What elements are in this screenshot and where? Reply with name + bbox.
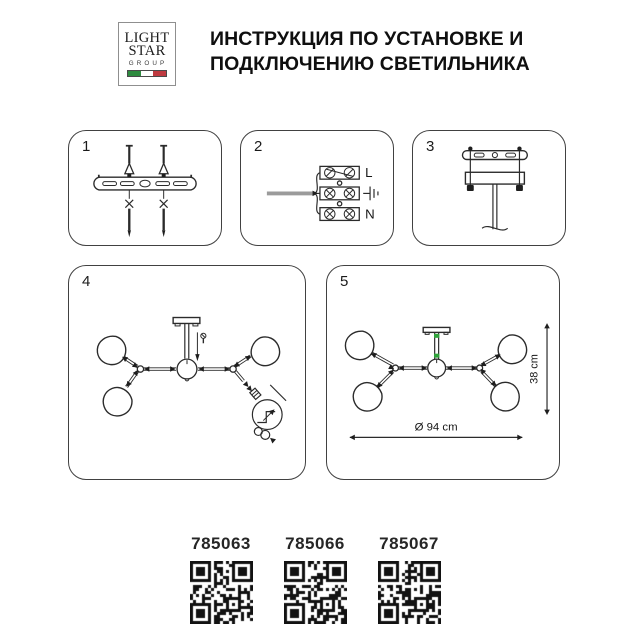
leader-line	[270, 385, 286, 401]
page-title	[210, 27, 530, 76]
ceiling-plate	[173, 318, 200, 326]
step-panel-1	[68, 130, 222, 246]
terminal-label-neutral: N	[365, 206, 375, 222]
break-line	[482, 227, 508, 230]
ceiling-plate	[423, 327, 450, 334]
stem-rod	[434, 332, 439, 359]
height-dimension	[529, 323, 550, 415]
flag-stripe-white	[141, 71, 154, 76]
step-number: 3	[426, 138, 435, 155]
screw-down-icon	[125, 190, 167, 237]
stem-accent	[434, 354, 439, 358]
insert-arrow	[195, 332, 199, 361]
bulb-icon	[254, 427, 276, 443]
qr-code	[284, 561, 347, 624]
product-variant	[188, 534, 254, 624]
terminal-block	[320, 166, 359, 220]
detail-circle	[252, 400, 282, 430]
product-code: 785066	[285, 534, 345, 553]
italian-flag-icon	[127, 70, 167, 77]
step-number: 4	[82, 273, 91, 290]
stem-accent	[434, 334, 439, 338]
flag-stripe-red	[153, 71, 166, 76]
lightstar-logo	[118, 22, 176, 86]
step2-drawing-terminal-wiring	[241, 131, 393, 245]
step4-drawing-chandelier-assembly	[69, 266, 305, 479]
central-hub	[177, 359, 197, 381]
mounting-bar	[94, 175, 196, 190]
qr-code	[378, 561, 441, 624]
step-panel-4	[68, 265, 306, 480]
title-line-2: ПОДКЛЮЧЕНИЮ СВЕТИЛЬНИКА	[210, 52, 530, 75]
logo-light-text: LIGHT	[124, 29, 170, 46]
height-dimension-label: 38 cm	[528, 354, 541, 384]
title-line-1: ИНСТРУКЦИЯ ПО УСТАНОВКЕ И	[210, 28, 524, 50]
step-number: 2	[254, 138, 263, 155]
central-hub	[428, 359, 446, 379]
step3-drawing-canopy-mounting	[413, 131, 565, 245]
step-panel-3	[412, 130, 566, 246]
step-panel-5	[326, 265, 560, 480]
down-rod	[482, 184, 508, 230]
flag-stripe-green	[128, 71, 141, 76]
step1-drawing-mounting-bracket	[69, 131, 221, 245]
screw-icon	[201, 333, 206, 343]
step5-drawing-assembled-dimensions	[327, 266, 559, 479]
qr-code	[190, 561, 253, 624]
terminal-label-live: L	[365, 165, 373, 181]
product-variant	[282, 534, 348, 624]
product-code: 785063	[191, 534, 251, 553]
supply-wire	[267, 173, 320, 214]
step-panel-2	[240, 130, 394, 246]
mounting-bar	[462, 147, 527, 160]
product-variant	[376, 534, 442, 624]
product-variants	[0, 534, 630, 624]
diameter-dimension-label: Ø 94 cm	[414, 421, 458, 434]
step-number: 5	[340, 273, 349, 290]
logo-group-text: GROUP	[128, 59, 168, 67]
stem-rod	[185, 323, 189, 358]
screw-anchor-up-icon	[125, 146, 168, 177]
product-code: 785067	[379, 534, 439, 553]
diameter-dimension	[349, 421, 522, 440]
ceiling-canopy	[465, 172, 524, 184]
logo-star-text: STAR	[128, 42, 166, 59]
earth-ground-icon	[363, 187, 378, 201]
step-number: 1	[82, 138, 91, 155]
